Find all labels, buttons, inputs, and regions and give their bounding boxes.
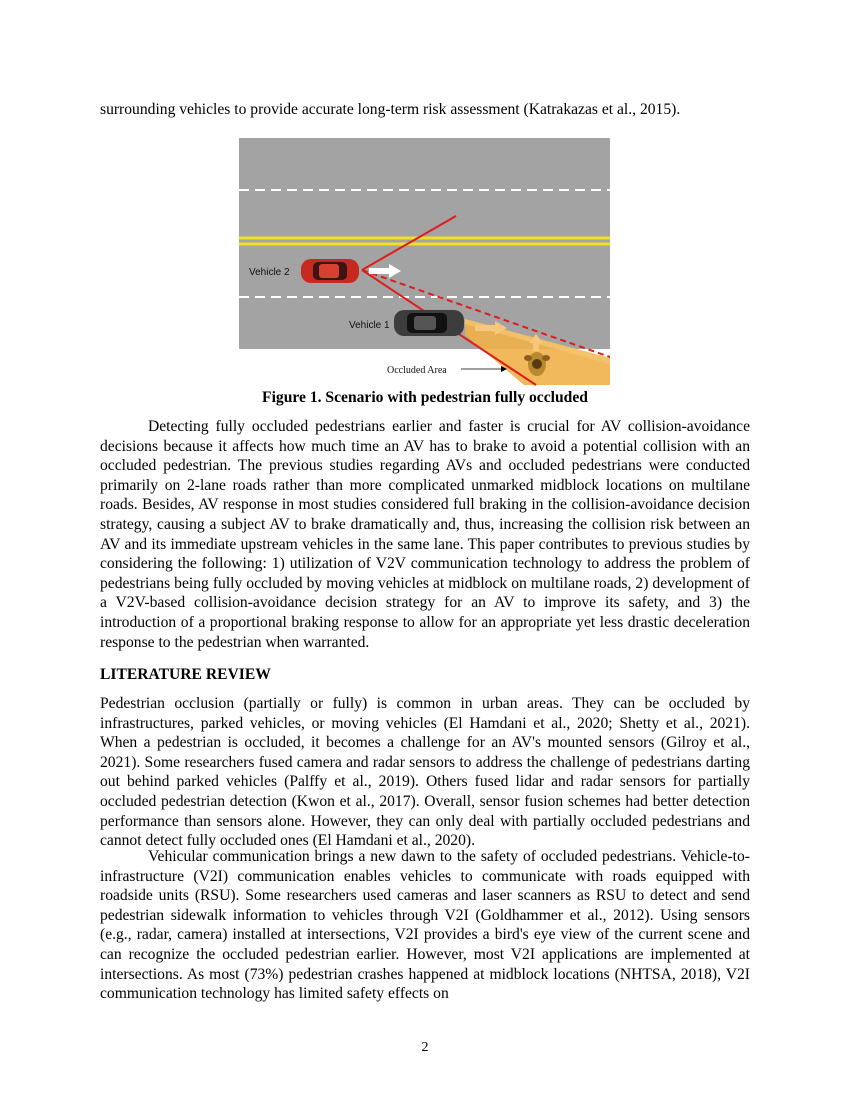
body-paragraph-3: Vehicular communication brings a new dawn to the safety of occluded pedestrians. Vehicle-to-infrastructure (V2I) communication enables vehicles to communicate with roads equipped with roadside units (RSU). Some researchers used cameras and laser scanners as RSU to detect and send pedestrian sidewalk information to vehicles through V2I (Goldhammer et al., 2012). Using sensors (e.g., radar, camera) installed at intersections, V2I provides a bird's eye view of the current scene and can recognize the occluded pedestrian earlier. However, most V2I applications are implemented at intersections. As most (73%) pedestrian crashes happened at midblock locations (NHTSA, 2018), V2I communication technology has limited safety effects on bbox=[100, 848, 750, 1003]
section-heading-literature-review: LITERATURE REVIEW bbox=[100, 666, 271, 683]
vehicle-1-car bbox=[394, 310, 464, 336]
vehicle-2-label: Vehicle 2 bbox=[249, 267, 290, 278]
page-number: 2 bbox=[421, 1040, 429, 1055]
vehicle-2-car bbox=[301, 259, 359, 283]
figure-caption: Figure 1. Scenario with pedestrian fully occluded bbox=[262, 389, 588, 406]
body-text-top-line: surrounding vehicles to provide accurate long-term risk assessment (Katrakazas et al., 2015). bbox=[100, 101, 681, 118]
body-paragraph-2: Pedestrian occlusion (partially or fully) is common in urban areas. They can be occluded by infrastructures, parked vehicles, or moving vehicles (El Hamdani et al., 2020; Shetty et al., 2021). When a pedestrian is occluded, it becomes a challenge for an AV's mounted sensors (Gilroy et al., 2021). Some researchers fused camera and radar sensors to address the challenge of pedestrians darting out behind parked vehicles (Palffy et al., 2019). Others fused lidar and radar sensors for partially occluded pedestrian detection (Kwon et al., 2017). Overall, sensor fusion schemes had better detection performance than sensors alone. However, they can only deal with partially occluded pedestrians and cannot detect fully occluded ones (El Hamdani et al., 2020). bbox=[100, 695, 750, 850]
scenario-figure bbox=[239, 138, 610, 388]
occluded-area-label: Occluded Area bbox=[387, 365, 447, 376]
body-paragraph-1: Detecting fully occluded pedestrians earlier and faster is crucial for AV collision-avoidance decisions because it affects how much time an AV has to brake to avoid a potential collision with an occluded pedestrian. The previous studies regarding AVs and occluded pedestrians were conducted primarily on 2-lane roads rather than more complicated unmarked midblock locations on multilane roads. Besides, AV response in most studies considered full braking in the collision-avoidance decision strategy, causing a subject AV to brake dramatically and, thus, increasing the collision risk between an AV and its immediate upstream vehicles in the same lane. This paper contributes to previous studies by considering the following: 1) utilization of V2V communication technology to address the problem of pedestrians being fully occluded by moving vehicles at midblock on multilane roads, 2) development of a V2V-based collision-avoidance decision strategy for an AV to improve its safety, and 3) the introduction of a proportional braking response to allow for an appropriate yet less drastic deceleration response to the pedestrian when warranted. bbox=[100, 418, 750, 651]
vehicle-1-label: Vehicle 1 bbox=[349, 320, 390, 331]
